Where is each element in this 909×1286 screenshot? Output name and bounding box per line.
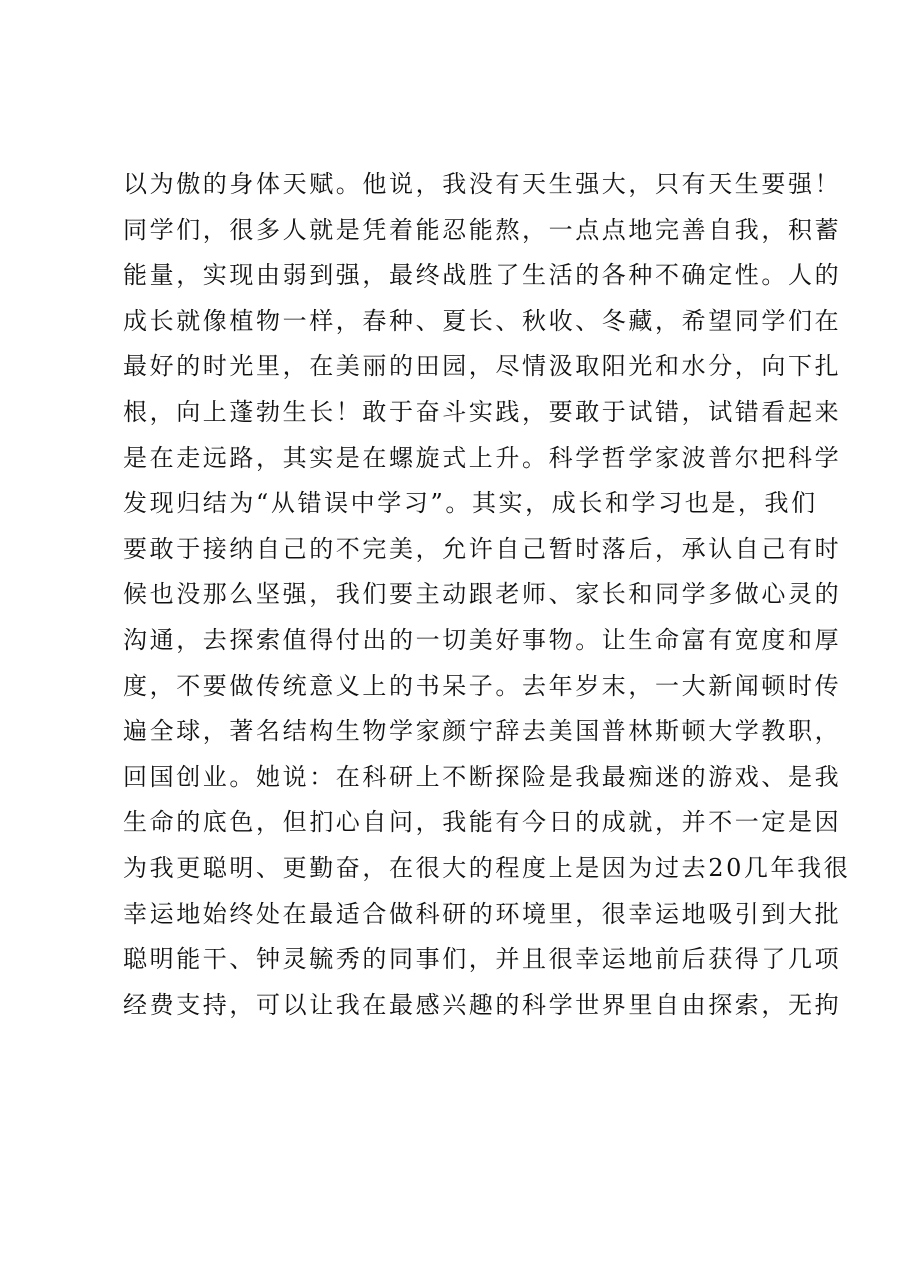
- text-line: 根，向上蓬勃生长！敢于奋斗实践，要敢于试错，试错看起来: [123, 397, 842, 426]
- text-line: 生命的底色，但扪心自问，我能有今日的成就，并不一定是因: [123, 808, 842, 837]
- text-line: 聪明能干、钟灵毓秀的同事们，并且很幸运地前后获得了几项: [123, 945, 842, 974]
- text-line: 沟通，去探索值得付出的一切美好事物。让生命富有宽度和厚: [123, 625, 842, 654]
- text-line: 能量，实现由弱到强，最终战胜了生活的各种不确定性。人的: [123, 261, 842, 290]
- text-line: 要敢于接纳自己的不完美，允许自己暂时落后，承认自己有时: [123, 534, 842, 563]
- text-line: 经费支持，可以让我在最感兴趣的科学世界里自由探索，无拘: [123, 990, 842, 1019]
- text-line: 同学们，很多人就是凭着能忍能熬，一点点地完善自我，积蓄: [123, 215, 842, 244]
- text-line: 度，不要做传统意义上的书呆子。去年岁末，一大新闻顿时传: [123, 671, 842, 700]
- text-line: 回国创业。她说：在科研上不断探险是我最痴迷的游戏、是我: [123, 762, 842, 791]
- text-line: 为我更聪明、更勤奋，在很大的程度上是因为过去20几年我很: [123, 853, 851, 882]
- text-line: 遍全球，著名结构生物学家颜宁辞去美国普林斯顿大学教职，: [123, 717, 842, 746]
- text-line: 成长就像植物一样，春种、夏长、秋收、冬藏，希望同学们在: [123, 306, 842, 335]
- text-line: 最好的时光里，在美丽的田园，尽情汲取阳光和水分，向下扎: [123, 352, 842, 381]
- text-line: 是在走远路，其实是在螺旋式上升。科学哲学家波普尔把科学: [123, 443, 842, 472]
- text-line: 发现归结为“从错误中学习”。其实，成长和学习也是，我们: [123, 489, 818, 518]
- text-line: 候也没那么坚强，我们要主动跟老师、家长和同学多做心灵的: [123, 580, 842, 609]
- body-text: [123, 162, 851, 1028]
- text-line: 以为傲的身体天赋。他说，我没有天生强大，只有天生要强！: [123, 170, 842, 198]
- text-line: 幸运地始终处在最适合做科研的环境里，很幸运地吸引到大批: [123, 899, 842, 928]
